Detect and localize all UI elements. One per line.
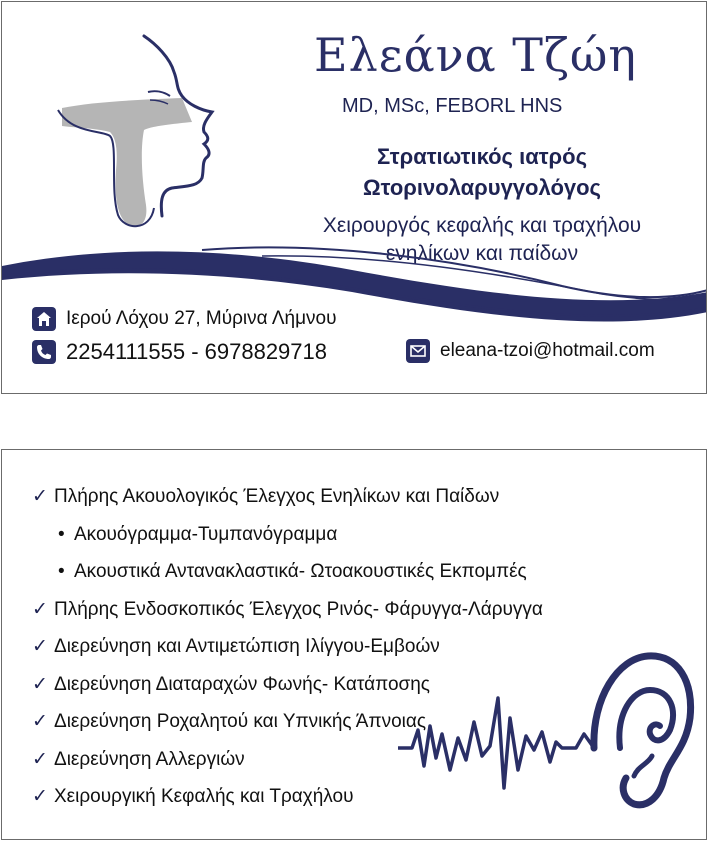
- service-text: Διερεύνηση και Αντιμετώπιση Ιλίγγου-Εμβοών: [54, 636, 440, 657]
- role-line-1: Στρατιωτικός ιατρός: [376, 144, 588, 169]
- service-subitem: [32, 523, 543, 561]
- check-icon: ✓: [32, 786, 48, 807]
- address-row: [32, 307, 337, 331]
- doctor-name: Ελεάνα Τζώη: [314, 28, 637, 82]
- service-text: Ακουόγραμμα-Τυμπανόγραμμα: [74, 523, 338, 545]
- specialty-line-1: Χειρουργός κεφαλής και τραχήλου: [322, 214, 642, 237]
- service-item: [32, 598, 543, 636]
- service-text: Διερεύνηση Ροχαλητού και Υπνικής Άπνοιας: [54, 711, 426, 732]
- email-row: [406, 339, 655, 363]
- check-icon: ✓: [32, 673, 48, 695]
- check-icon: ✓: [32, 636, 48, 657]
- business-card-back: [1, 449, 707, 840]
- service-text: Διερεύνηση Αλλεργιών: [54, 748, 245, 770]
- bullet-icon: •: [58, 561, 65, 582]
- service-text: Πλήρης Ενδοσκοπικός Έλεγχος Ρινός- Φάρυγγα-Λάρυγγα: [54, 598, 543, 620]
- check-icon: ✓: [32, 711, 48, 732]
- mail-icon: [406, 339, 430, 363]
- service-text: Χειρουργική Κεφαλής και Τραχήλου: [54, 786, 354, 807]
- business-card-front: [1, 1, 707, 394]
- credentials: MD, MSc, FEBORL HNS: [342, 95, 563, 117]
- role-line-2: Ωτορινολαρυγγολόγος: [362, 175, 601, 200]
- service-text: Πλήρης Ακουολογικός Έλεγχος Ενηλίκων και Παίδων: [54, 486, 500, 507]
- email-text[interactable]: eleana-tzoi@hotmail.com: [440, 340, 655, 361]
- service-subitem: [32, 560, 543, 598]
- check-icon: ✓: [32, 748, 48, 770]
- face-profile-logo: [52, 30, 232, 240]
- home-icon: [32, 307, 56, 331]
- phone-row: [32, 339, 327, 365]
- address-text: Ιερού Λόχου 27, Μύρινα Λήμνου: [66, 308, 337, 329]
- service-text: Ακουστικά Αντανακλαστικά- Ωτοακουστικές Εκπομπές: [74, 561, 527, 582]
- phone-icon: [32, 340, 56, 364]
- specialty-line-2: ενηλίκων και παίδων: [385, 242, 579, 265]
- check-icon: ✓: [32, 486, 48, 507]
- phone-text[interactable]: 2254111555 - 6978829718: [66, 339, 327, 364]
- ear-soundwave-icon: [398, 638, 698, 828]
- bullet-icon: •: [58, 523, 65, 545]
- check-icon: ✓: [32, 598, 48, 620]
- service-text: Διερεύνηση Διαταραχών Φωνής- Κατάποσης: [54, 673, 430, 695]
- service-item: [32, 485, 543, 523]
